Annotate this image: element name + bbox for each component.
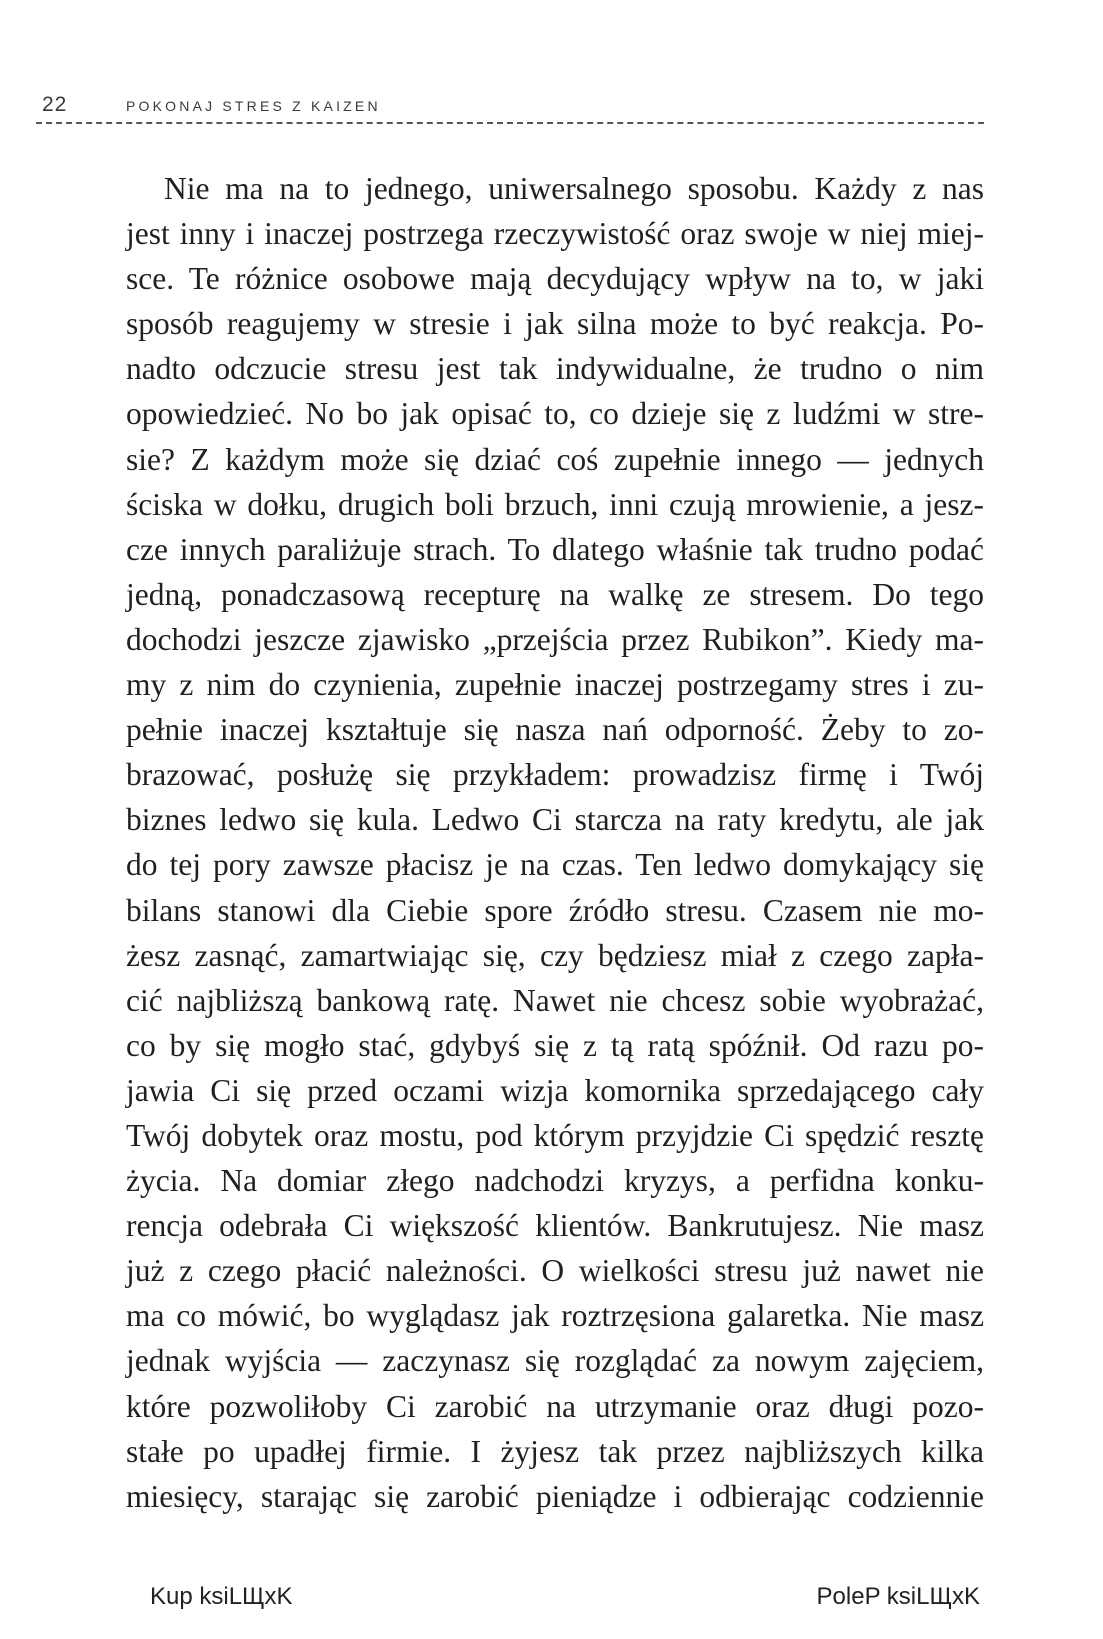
body-paragraph (126, 166, 984, 1519)
text-line: brazować, posłużę się przykładem: prowadzisz firmę i Twój (126, 757, 984, 793)
text-line: cić najbliższą bankową ratę. Nawet nie chcesz sobie wyobrażać, (126, 982, 984, 1018)
text-line: nadto odczucie stresu jest tak indywidualne, że trudno o nim (126, 351, 984, 387)
text-line: żesz zasnąć, zamartwiając się, czy będziesz miał z czego zapła- (126, 937, 984, 973)
text-line: pełnie inaczej kształtuje się nasza nań odporność. Żeby to zo- (126, 712, 984, 748)
recommend-book-link[interactable]: PoleP ksiLЩxK (816, 1583, 980, 1610)
text-line: cze innych paraliżuje strach. To dlatego właśnie tak trudno podać (126, 531, 984, 567)
text-line: sie? Z każdym może się dziać coś zupełnie innego — jednych (126, 441, 984, 477)
text-line: jednak wyjścia — zaczynasz się rozglądać za nowym zajęciem, (126, 1343, 984, 1379)
page-number: 22 (42, 93, 68, 116)
text-line: Twój dobytek oraz mostu, pod którym przyjdzie Ci spędzić resztę (126, 1117, 984, 1153)
text-line: miesięcy, starając się zarobić pieniądze i odbierając codziennie (126, 1478, 984, 1514)
text-line: Nie ma na to jednego, uniwersalnego sposobu. Każdy z nas (164, 171, 984, 206)
text-line: jawia Ci się przed oczami wizja komornika sprzedającego cały (126, 1072, 984, 1108)
text-line: dochodzi jeszcze zjawisko „przejścia przez Rubikon”. Kiedy ma- (126, 621, 984, 657)
text-line: życia. Na domiar złego nadchodzi kryzys, a perfidna konku- (126, 1163, 984, 1199)
header-divider (36, 122, 984, 124)
text-line: jest inny i inaczej postrzega rzeczywistość oraz swoje w niej miej- (126, 216, 984, 252)
text-line: biznes ledwo się kula. Ledwo Ci starcza na raty kredytu, ale jak (126, 802, 984, 838)
text-line: które pozwoliłoby Ci zarobić na utrzymanie oraz długi pozo- (126, 1388, 984, 1424)
text-line: ma co mówić, bo wyglądasz jak roztrzęsiona galaretka. Nie masz (126, 1298, 984, 1334)
text-line: stałe po upadłej firmie. I żyjesz tak przez najbliższych kilka (126, 1433, 984, 1469)
text-line: jedną, ponadczasową recepturę na walkę ze stresem. Do tego (126, 576, 984, 612)
running-title: POKONAJ STRES Z KAIZEN (126, 98, 381, 114)
text-line: już z czego płacić należności. O wielkości stresu już nawet nie (126, 1253, 984, 1289)
text-line: bilans stanowi dla Ciebie spore źródło stresu. Czasem nie mo- (126, 892, 984, 928)
text-line: ściska w dołku, drugich boli brzuch, inni czują mrowienie, a jesz- (126, 486, 984, 522)
text-line: my z nim do czynienia, zupełnie inaczej postrzegamy stres i zu- (126, 667, 984, 703)
running-header (36, 92, 984, 122)
text-line: co by się mogło stać, gdybyś się z tą ratą spóźnił. Od razu po- (126, 1027, 984, 1063)
text-line: sce. Te różnice osobowe mają decydujący wpływ na to, w jaki (126, 261, 984, 297)
text-line: sposób reagujemy w stresie i jak silna może to być reakcja. Po- (126, 306, 984, 342)
buy-book-link[interactable]: Kup ksiLЩxK (150, 1583, 293, 1610)
text-line: opowiedzieć. No bo jak opisać to, co dzieje się z ludźmi w stre- (126, 396, 984, 432)
text-line: do tej pory zawsze płacisz je na czas. Ten ledwo domykający się (126, 847, 984, 883)
text-line: rencja odebrała Ci większość klientów. Bankrutujesz. Nie masz (126, 1208, 984, 1244)
